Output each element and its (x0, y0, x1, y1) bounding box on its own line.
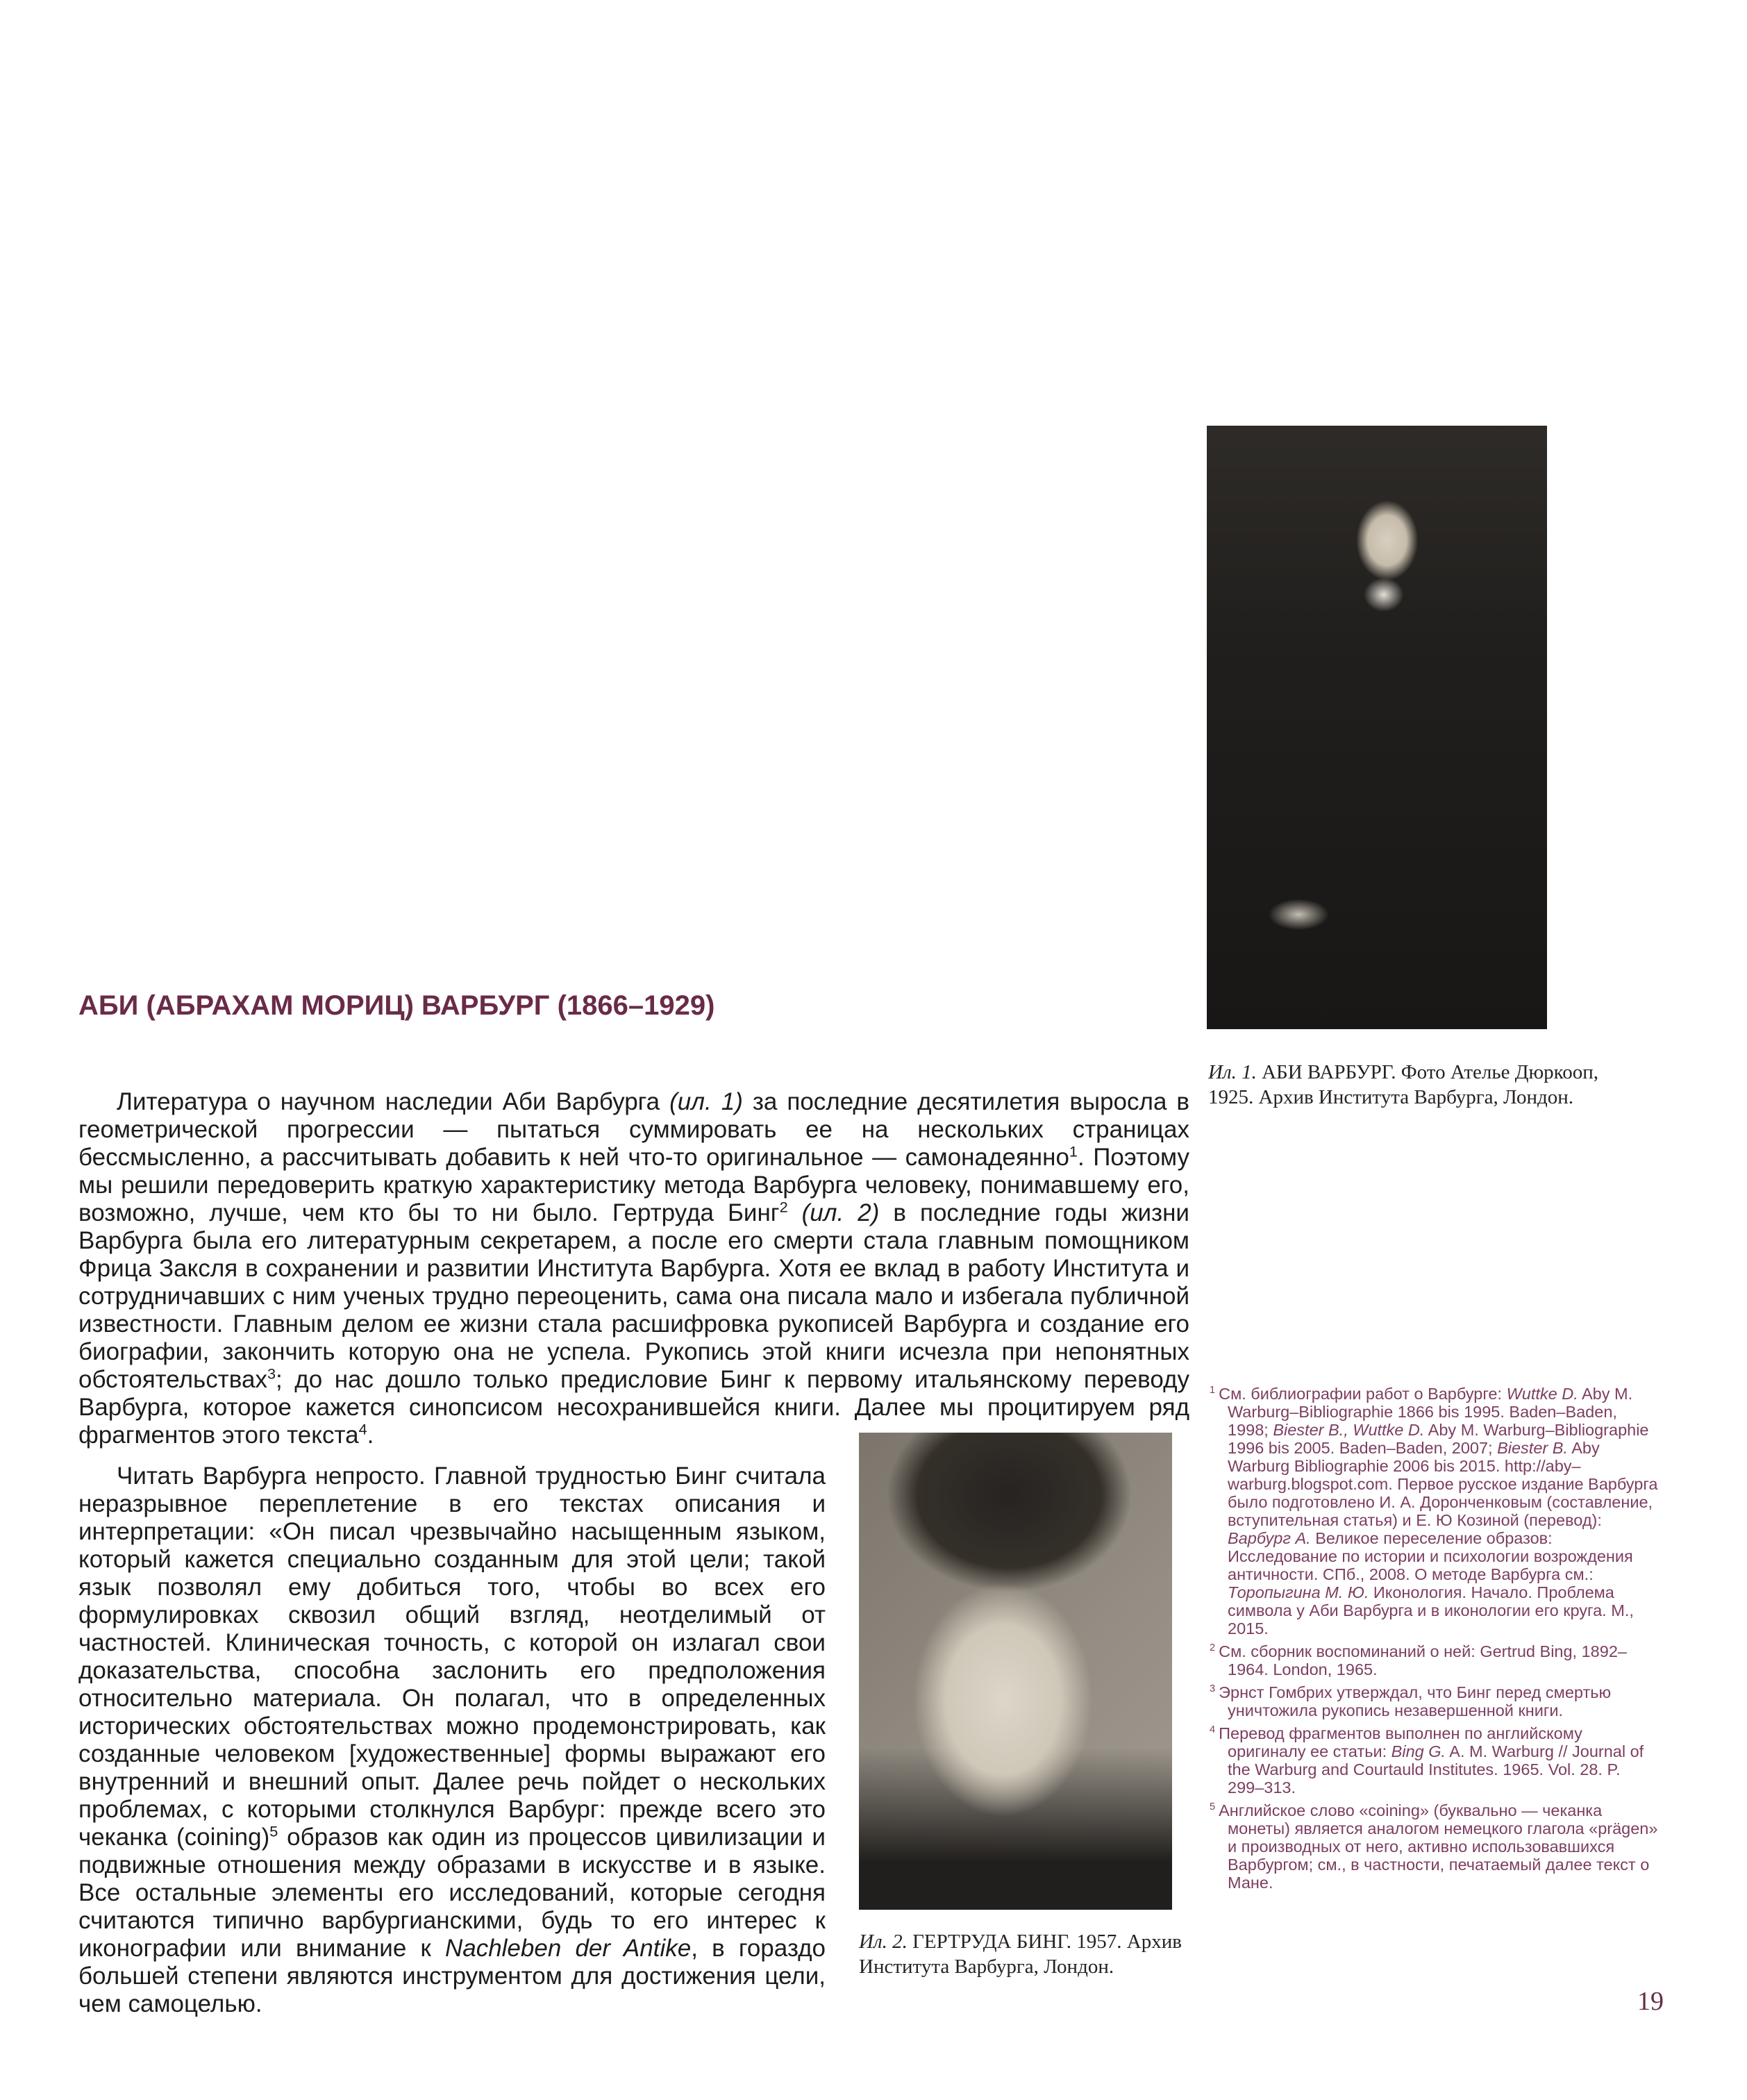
page-number: 19 (1637, 1987, 1664, 2016)
figure-2-caption-text: ГЕРТРУДА БИНГ. 1957. Архив Института Варбурга, Лондон. (859, 1931, 1182, 1978)
footnote-3-text: Эрнст Гомбрих утверждал, что Бинг перед смертью уничтожила рукопись незавершенной книги. (1219, 1683, 1612, 1719)
figure-1-caption-label: Ил. 1. (1208, 1061, 1257, 1083)
section-heading: АБИ (АБРАХАМ МОРИЦ) ВАРБУРГ (1866–1929) (78, 990, 715, 1021)
footnote-4 (1210, 1724, 1661, 1797)
footnote-1 (1210, 1385, 1661, 1638)
footnote-3-number: 3 (1210, 1683, 1216, 1695)
body-paragraph-1: Литература о научном наследии Аби Варбурга (ил. 1) за последние десятилетия выросла в геометрической прогрессии — пытаться суммировать ее на нескольких страницах бессмысленно, а рассчитывать добавить к ней что-то оригинальное — самонадеянно$^1$. Поэтому мы решили передоверить краткую характеристику метода Варбурга человеку, понимавшему его, возможно, лучше, чем кто бы то ни было. Гертруда Бинг$^2$ (ил. 2) в последние годы жизни Варбурга была его литературным секретарем, а после его смерти стала главным помощником Фрица Заксля в сохранении и развитии Института Варбурга. Хотя ее вклад в работу Института и сотрудничавших с ним ученых трудно переоценить, сама она писала мало и избегала публичной известности. Главным делом ее жизни стала расшифровка рукописей Варбурга и создание его биографии, закончить которую она не успела. Рукопись этой книги исчезла при непонятных обстоятельствах$^3$; до нас дошло только предисловие Бинг к первому итальянскому переводу Варбурга, которое кажется синопсисом несохранившейся книги. Далее мы процитируем ряд фрагментов этого текста$^4$. (78, 1088, 1189, 1449)
footnote-5-text: Английское слово «coining» (буквально — чеканка монеты) является аналогом немецкого глагола «prägen» и производных от него, активно использовавшихся Варбургом; см., в частности, печатаемый далее текст о Мане. (1219, 1801, 1658, 1892)
footnote-2 (1210, 1642, 1661, 1678)
figure-1-caption-text: АБИ ВАРБУРГ. Фото Ателье Дюркооп, 1925. Архив Института Варбурга, Лондон. (1208, 1061, 1599, 1108)
portrait-aby-warburg-photo (1207, 426, 1547, 1029)
figure-2-caption (859, 1929, 1185, 1979)
footnote-2-number: 2 (1210, 1642, 1216, 1654)
footnote-1-text: См. библиографии работ о Варбурге: Wuttke D. Aby M. Warburg–Bibliographie 1866 bis 1995. Baden–Baden, 1998; Biester B., Wuttke D. Aby M. Warburg–Bibliographie 1996 bis 2005. Baden–Baden, 2007; Biester B. Aby Warburg Bibliographie 2006 bis 2015. http://aby–warburg.blogspot.com. Первое русское издание Варбурга было подготовлено И. А. Доронченковым (составление, вступительная статья) и Е. Ю Козиной (перевод): Варбург А. Великое переселение образов: Исследование по истории и психологии возрождения античности. СПб., 2008. О методе Варбурга см.: Торопыгина М. Ю. Иконология. Начало. Проблема символа у Аби Варбурга и в иконологии его круга. М., 2015. (1219, 1385, 1658, 1638)
footnote-5 (1210, 1801, 1661, 1892)
footnote-2-text: См. сборник воспоминаний о ней: Gertrud Bing, 1892–1964. London, 1965. (1219, 1642, 1627, 1678)
figure-1-caption (1208, 1060, 1632, 1110)
footnote-4-text: Перевод фрагментов выполнен по английскому оригиналу ее статьи: Bing G. A. M. Warburg // Journal of the Warburg and Courtauld Institutes. 1965. Vol. 28. P. 299–313. (1219, 1724, 1644, 1797)
figure-2-caption-label: Ил. 2. (859, 1931, 908, 1953)
footnote-3 (1210, 1683, 1661, 1719)
body-paragraph-2: Читать Варбурга непросто. Главной трудностью Бинг считала неразрывное переплетение в его текстах описания и интерпретации: «Он писал чрезвычайно насыщенным языком, который кажется специально созданным для этой цели; такой язык позволял ему добиться того, чтобы во всех его формулировках сквозил общий взгляд, неотделимый от частностей. Клиническая точность, с которой он излагал свои доказательства, способна заслонить его предположения относительно материала. Он полагал, что в определенных исторических обстоятельствах можно продемонстрировать, как созданные человеком [художественные] формы выражают его внутренний и внешний опыт. Далее речь пойдет о нескольких проблемах, с которыми столкнулся Варбург: прежде всего это чеканка (coining)$^5$ образов как один из процессов цивилизации и подвижные отношения между образами в искусстве и в языке. Все остальные элементы его исследований, которые сегодня считаются типично варбургианскими, будь то его интерес к иконографии или внимание к Nachleben der Antike, в гораздо большей степени являются инструментом для достижения цели, чем самоцелью. (78, 1462, 826, 2017)
footnotes-column (1210, 1385, 1661, 1897)
footnote-5-number: 5 (1210, 1801, 1216, 1813)
portrait-gertrud-bing-photo (859, 1433, 1172, 1910)
footnote-1-number: 1 (1210, 1385, 1216, 1397)
footnote-4-number: 4 (1210, 1724, 1216, 1736)
